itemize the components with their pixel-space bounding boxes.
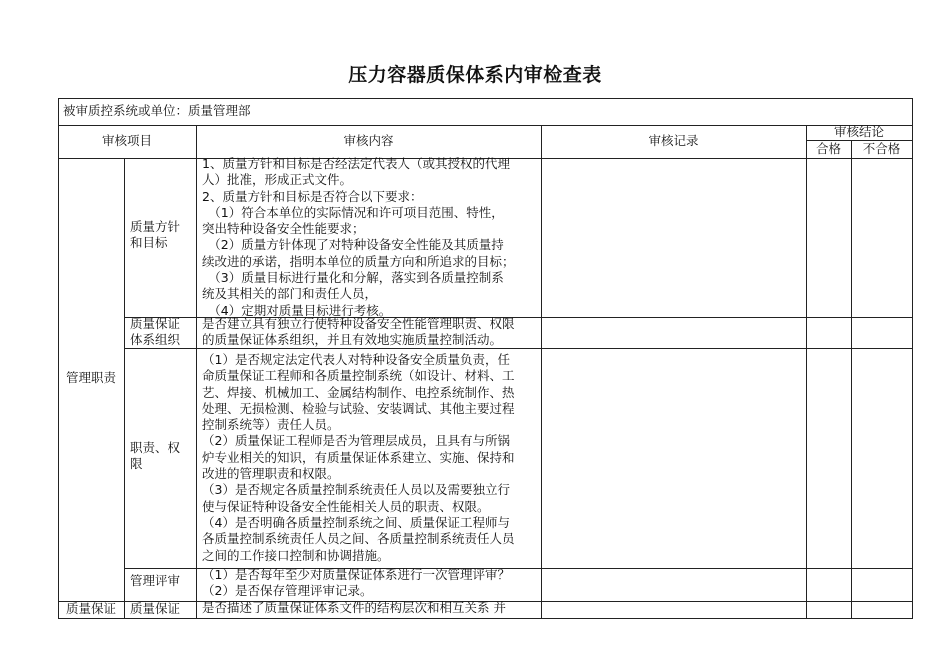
content-line: 续改进的承诺，指明本单位的质量方向和所追求的目标； [202, 253, 515, 269]
content-quality-policy [202, 156, 542, 319]
subitem-quality-policy: 质量方针和目标 [130, 219, 181, 251]
header-audit-item: 审核项目 [101, 133, 152, 148]
content-quality-assurance [202, 600, 542, 616]
header-pass: 合格 [815, 141, 841, 156]
content-duties-authority [202, 352, 542, 564]
category-management-duties: 管理职责 [65, 370, 116, 385]
content-line: （1）是否每年至少对质量保证体系进行一次管理评审？ [202, 567, 510, 582]
header-fail: 不合格 [862, 141, 901, 156]
content-line: 命质量保证工程师和各质量控制系统（如设计、材料、工 [202, 368, 515, 384]
content-line: 改进的管理职责和权限。 [202, 466, 340, 482]
content-line: （3）是否规定各质量控制系统责任人员以及需要独立行 [202, 482, 510, 498]
content-line: （1）符合本单位的实际情况和许可项目范围、特性， [202, 204, 504, 220]
content-management-review [202, 567, 542, 600]
subitem-management-review: 管理评审 [130, 573, 181, 588]
content-line: （1）是否规定法定代表人对特种设备安全质量负责，任 [202, 352, 510, 367]
content-line: 控制系统等）责任人员。 [202, 417, 340, 433]
content-line: （3）质量目标进行量化和分解，落实到各质量控制系 [202, 270, 504, 286]
content-line: 1、质量方针和目标是否经法定代表人（或其授权的代理 [202, 156, 510, 171]
content-line: 使与保证特种设备安全性能相关人员的职责、权限。 [202, 498, 490, 514]
content-line: 是否建立具有独立行使特种设备安全性能管理职责、权限 [202, 316, 515, 331]
header-audit-record: 审核记录 [648, 133, 699, 148]
category-quality-assurance: 质量保证 [65, 601, 116, 616]
content-line: 突出特种设备安全性能要求； [202, 221, 365, 237]
content-line: （4）是否明确各质量控制系统之间、质量保证工程师与 [202, 514, 510, 530]
content-line: 各质量控制系统责任人员之间、各质量控制系统责任人员 [202, 531, 515, 547]
content-line: （2）质量方针体现了对特种设备安全性能及其质量持 [202, 237, 504, 253]
subitem-quality-assurance: 质量保证 [130, 601, 181, 616]
header-audit-conclusion: 审核结论 [833, 124, 884, 139]
content-qa-organization [202, 316, 542, 349]
content-line: 处理、无损检测、检验与试验、安装调试、其他主要过程 [202, 400, 515, 416]
header-audit-content: 审核内容 [343, 133, 394, 148]
subitem-qa-organization: 质量保证体系组织 [130, 316, 181, 348]
content-line: 人）批准，形成正式文件。 [202, 172, 353, 188]
content-line: 的质量保证体系组织，并且有效地实施质量控制活动。 [202, 332, 503, 348]
document-title: 压力容器质保体系内审检查表 [348, 64, 602, 86]
content-line: 炉专业相关的知识，有质量保证体系建立、实施、保持和 [202, 449, 515, 465]
content-line: 之间的工作接口控制和协调措施。 [202, 547, 390, 563]
content-line: （2）是否保存管理评审记录。 [202, 583, 373, 599]
content-line: 统及其相关的部门和责任人员， [202, 286, 378, 302]
content-line: 是否描述了质量保证体系文件的结构层次和相互关系 并 [202, 600, 506, 615]
content-line: 艺、焊接、机械加工、金属结构制作、电控系统制作、热 [202, 384, 515, 400]
content-line: （2）质量保证工程师是否为管理层成员，且具有与所锅 [202, 433, 510, 449]
subitem-duties-authority: 职责、权限 [130, 440, 181, 472]
content-line: （4）定期对质量目标进行考核。 [202, 302, 392, 318]
audited-unit-label: 被审质控系统或单位：质量管理部 [63, 103, 251, 118]
content-line: 2、质量方针和目标是否符合以下要求： [202, 188, 423, 204]
